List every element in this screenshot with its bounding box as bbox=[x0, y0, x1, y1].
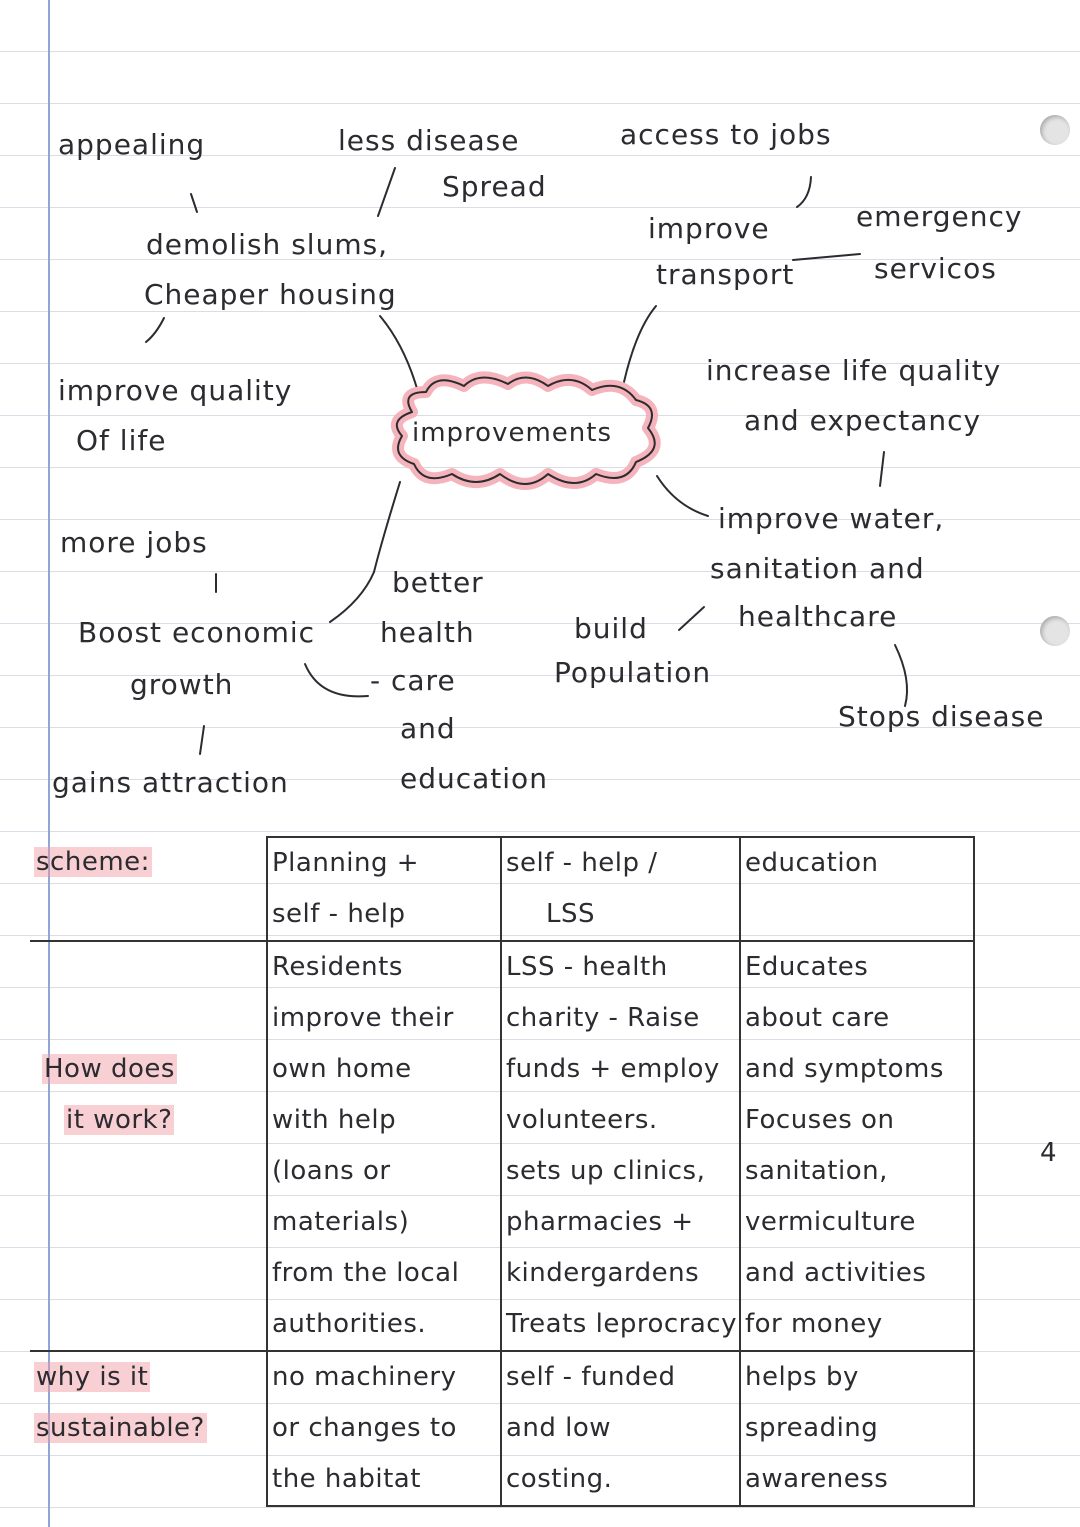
header-label: scheme: bbox=[36, 847, 150, 877]
cell-line: or changes to bbox=[272, 1413, 457, 1443]
cell-line: vermiculture bbox=[744, 1207, 916, 1237]
cell-line: sets up clinics, bbox=[506, 1156, 706, 1186]
cell-line: and symptoms bbox=[744, 1054, 944, 1084]
cell-line: LSS - health bbox=[506, 952, 668, 982]
cell-line: (loans or bbox=[272, 1156, 391, 1186]
node-improve-quality: improve quality bbox=[58, 374, 293, 407]
node-transport: transport bbox=[656, 258, 795, 291]
cell-line: costing. bbox=[506, 1464, 613, 1494]
cell-line: kindergardens bbox=[506, 1258, 700, 1288]
cell-line: materials) bbox=[272, 1207, 410, 1237]
cell-line: the habitat bbox=[272, 1464, 421, 1494]
row-label-line: why is it bbox=[36, 1362, 149, 1392]
row-label-why bbox=[30, 1351, 267, 1506]
cell-how-lss bbox=[501, 941, 740, 1351]
cell-line: Residents bbox=[272, 952, 403, 982]
node-growth: growth bbox=[130, 668, 234, 701]
cell-line: self - funded bbox=[506, 1362, 676, 1392]
header-line: self - help bbox=[272, 899, 406, 929]
node-cheaper-housing: Cheaper housing bbox=[144, 278, 397, 311]
table-row bbox=[30, 1351, 974, 1506]
header-self-help-lss bbox=[501, 837, 740, 941]
row-label-line: it work? bbox=[66, 1105, 173, 1135]
node-population: Population bbox=[554, 656, 712, 689]
node-stops-disease: Stops disease bbox=[838, 700, 1045, 733]
cell-line: authorities. bbox=[272, 1309, 427, 1339]
header-line: education bbox=[744, 848, 879, 878]
cell-line: own home bbox=[272, 1054, 412, 1084]
cell-line: volunteers. bbox=[506, 1105, 658, 1135]
cell-line: about care bbox=[744, 1003, 890, 1033]
cell-how-planning bbox=[267, 941, 501, 1351]
cell-line: and activities bbox=[744, 1258, 927, 1288]
scheme-table bbox=[30, 836, 975, 1507]
node-demolish-slums: demolish slums, bbox=[146, 228, 389, 261]
node-spread: Spread bbox=[442, 170, 547, 203]
node-improve-water: improve water, bbox=[718, 502, 945, 535]
header-education bbox=[740, 837, 974, 941]
cell-line: awareness bbox=[744, 1464, 889, 1494]
node-appealing: appealing bbox=[58, 128, 206, 161]
cell-line: with help bbox=[272, 1105, 397, 1135]
node-education: education bbox=[400, 762, 548, 795]
node-improve: improve bbox=[648, 212, 770, 245]
cell-how-education bbox=[740, 941, 974, 1351]
cell-line: for money bbox=[744, 1309, 883, 1339]
cell-line: from the local bbox=[272, 1258, 460, 1288]
node-care: - care bbox=[370, 664, 456, 697]
node-emergency: emergency bbox=[856, 200, 1023, 233]
center-improvements: improvements bbox=[412, 418, 613, 448]
node-gains-attraction: gains attraction bbox=[52, 766, 289, 799]
node-access-to-jobs: access to jobs bbox=[620, 118, 832, 151]
cell-line: funds + employ bbox=[506, 1054, 720, 1084]
page-number-mark: 4 bbox=[1040, 1138, 1058, 1168]
header-planning bbox=[267, 837, 501, 941]
node-build: build bbox=[574, 612, 648, 645]
header-line: Planning + bbox=[272, 848, 420, 878]
node-healthcare: healthcare bbox=[738, 600, 898, 633]
node-sanitation-and: sanitation and bbox=[710, 552, 925, 585]
row-label-line: sustainable? bbox=[36, 1413, 205, 1443]
table-row bbox=[30, 941, 974, 1351]
cell-line: improve their bbox=[272, 1003, 454, 1033]
node-boost-economic: Boost economic bbox=[78, 616, 316, 649]
cell-why-lss bbox=[501, 1351, 740, 1506]
node-health: health bbox=[380, 616, 475, 649]
row-label-line: How does bbox=[44, 1054, 175, 1084]
node-services: servicos bbox=[874, 252, 997, 285]
node-and: and bbox=[400, 712, 456, 745]
node-better: better bbox=[392, 566, 484, 599]
header-label-cell bbox=[30, 837, 267, 941]
cell-line: helps by bbox=[744, 1362, 859, 1392]
node-more-jobs: more jobs bbox=[60, 526, 208, 559]
cell-line: spreading bbox=[744, 1413, 879, 1443]
cell-line: and low bbox=[506, 1413, 612, 1443]
node-and-expectancy: and expectancy bbox=[744, 404, 982, 437]
cell-line: pharmacies + bbox=[506, 1207, 694, 1237]
row-label-how bbox=[30, 941, 267, 1351]
cell-line: Focuses on bbox=[744, 1105, 895, 1135]
header-line: LSS bbox=[546, 899, 595, 929]
cell-line: Educates bbox=[744, 952, 869, 982]
node-of-life: Of life bbox=[76, 424, 167, 457]
cell-line: no machinery bbox=[272, 1362, 457, 1392]
header-line: self - help / bbox=[506, 848, 658, 878]
node-increase-life-quality: increase life quality bbox=[706, 354, 1002, 387]
cell-why-education bbox=[740, 1351, 974, 1506]
cell-why-planning bbox=[267, 1351, 501, 1506]
cell-line: Treats leprocracy bbox=[506, 1309, 737, 1339]
node-less-disease: less disease bbox=[338, 124, 520, 157]
cell-line: charity - Raise bbox=[506, 1003, 700, 1033]
cell-line: sanitation, bbox=[744, 1156, 888, 1186]
table-header-row bbox=[30, 837, 974, 941]
